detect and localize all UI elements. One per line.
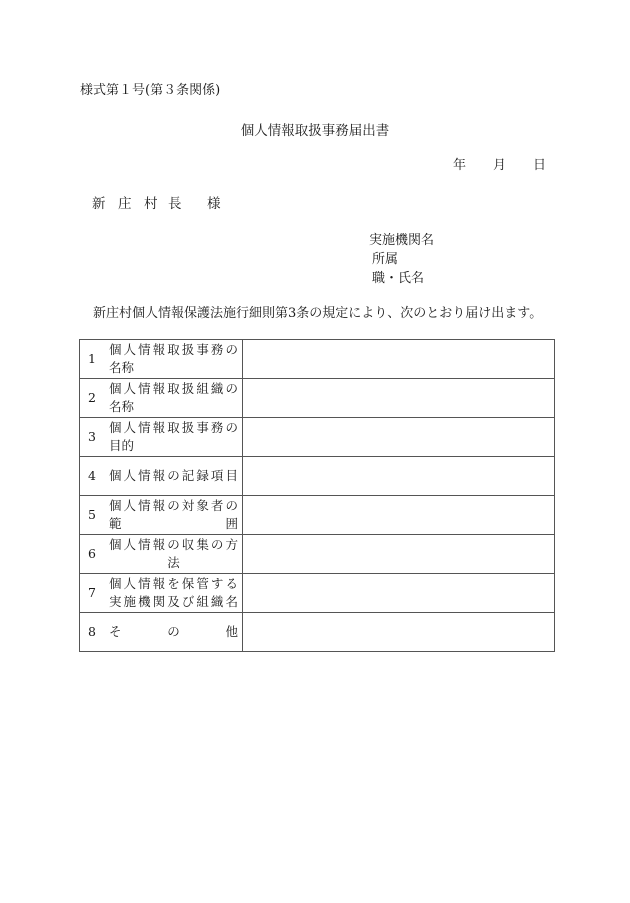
- item-value-cell[interactable]: [243, 496, 555, 535]
- notification-table: [79, 339, 555, 652]
- table-row: [80, 379, 555, 418]
- item-value-cell[interactable]: [243, 379, 555, 418]
- item-number: 4: [88, 468, 96, 483]
- item-label-cell: [80, 379, 243, 418]
- table-row: [80, 574, 555, 613]
- item-label-line1: 個人情報取扱組織の: [109, 381, 238, 396]
- item-label-line2: 実施機関及び組織名: [109, 594, 238, 609]
- table-row: [80, 613, 555, 652]
- item-value-cell[interactable]: [243, 418, 555, 457]
- date-year-label: 年: [453, 158, 467, 173]
- item-value-cell[interactable]: [243, 574, 555, 613]
- item-label-line2: 名称: [109, 360, 135, 375]
- item-label-line1: 個人情報の記録項目: [109, 468, 238, 483]
- item-value-cell[interactable]: [243, 457, 555, 496]
- item-number: 2: [88, 390, 96, 405]
- table-row: [80, 340, 555, 379]
- item-label-line2: 範 囲: [109, 516, 238, 531]
- item-label-cell: [80, 418, 243, 457]
- item-label-line2: 名称: [109, 399, 135, 414]
- item-label-cell: [80, 340, 243, 379]
- table-row: [80, 535, 555, 574]
- item-number: 5: [88, 507, 96, 522]
- addressee-char: 長: [168, 196, 182, 212]
- item-label-cell: [80, 496, 243, 535]
- addressee-char: 庄: [118, 196, 132, 212]
- item-label-line1: 個人情報の収集の方: [109, 537, 238, 552]
- item-label-line1: 個人情報取扱事務の: [109, 342, 238, 357]
- item-label-cell: [80, 535, 243, 574]
- date-day-label: 日: [533, 158, 547, 173]
- item-value-cell[interactable]: [243, 535, 555, 574]
- addressee-char: 村: [144, 196, 158, 212]
- statement-text: 新庄村個人情報保護法施行細則第3条の規定により、次のとおり届け出ます。: [93, 306, 543, 321]
- addressee-char: 新: [92, 196, 106, 212]
- item-value-cell[interactable]: [243, 340, 555, 379]
- sender-department-label: 所属: [372, 252, 399, 267]
- item-number: 3: [88, 429, 96, 444]
- addressee-honorific: 様: [207, 196, 221, 212]
- table-row: [80, 457, 555, 496]
- item-number: 1: [88, 351, 96, 366]
- item-label-line2: 目的: [109, 438, 135, 453]
- item-label-cell: [80, 574, 243, 613]
- item-label-line1: 個人情報を保管する: [109, 576, 238, 591]
- item-number: 8: [88, 624, 96, 639]
- document-title: 個人情報取扱事務届出書: [240, 123, 390, 139]
- sender-name-label: 職・氏名: [372, 271, 425, 286]
- form-number: 様式第１号(第３条関係): [80, 83, 221, 98]
- item-label-line1: 個人情報取扱事務の: [109, 420, 238, 435]
- table-row: [80, 496, 555, 535]
- item-label-cell: [80, 457, 243, 496]
- item-label-cell: [80, 613, 243, 652]
- item-label-line1: そ の 他: [109, 624, 238, 639]
- item-number: 6: [88, 546, 96, 561]
- date-month-label: 月: [493, 158, 507, 173]
- table-row: [80, 418, 555, 457]
- item-number: 7: [88, 585, 96, 600]
- item-label-line2: 法: [167, 555, 180, 570]
- item-value-cell[interactable]: [243, 613, 555, 652]
- sender-organization-label: 実施機関名: [369, 233, 435, 248]
- item-label-line1: 個人情報の対象者の: [109, 498, 238, 513]
